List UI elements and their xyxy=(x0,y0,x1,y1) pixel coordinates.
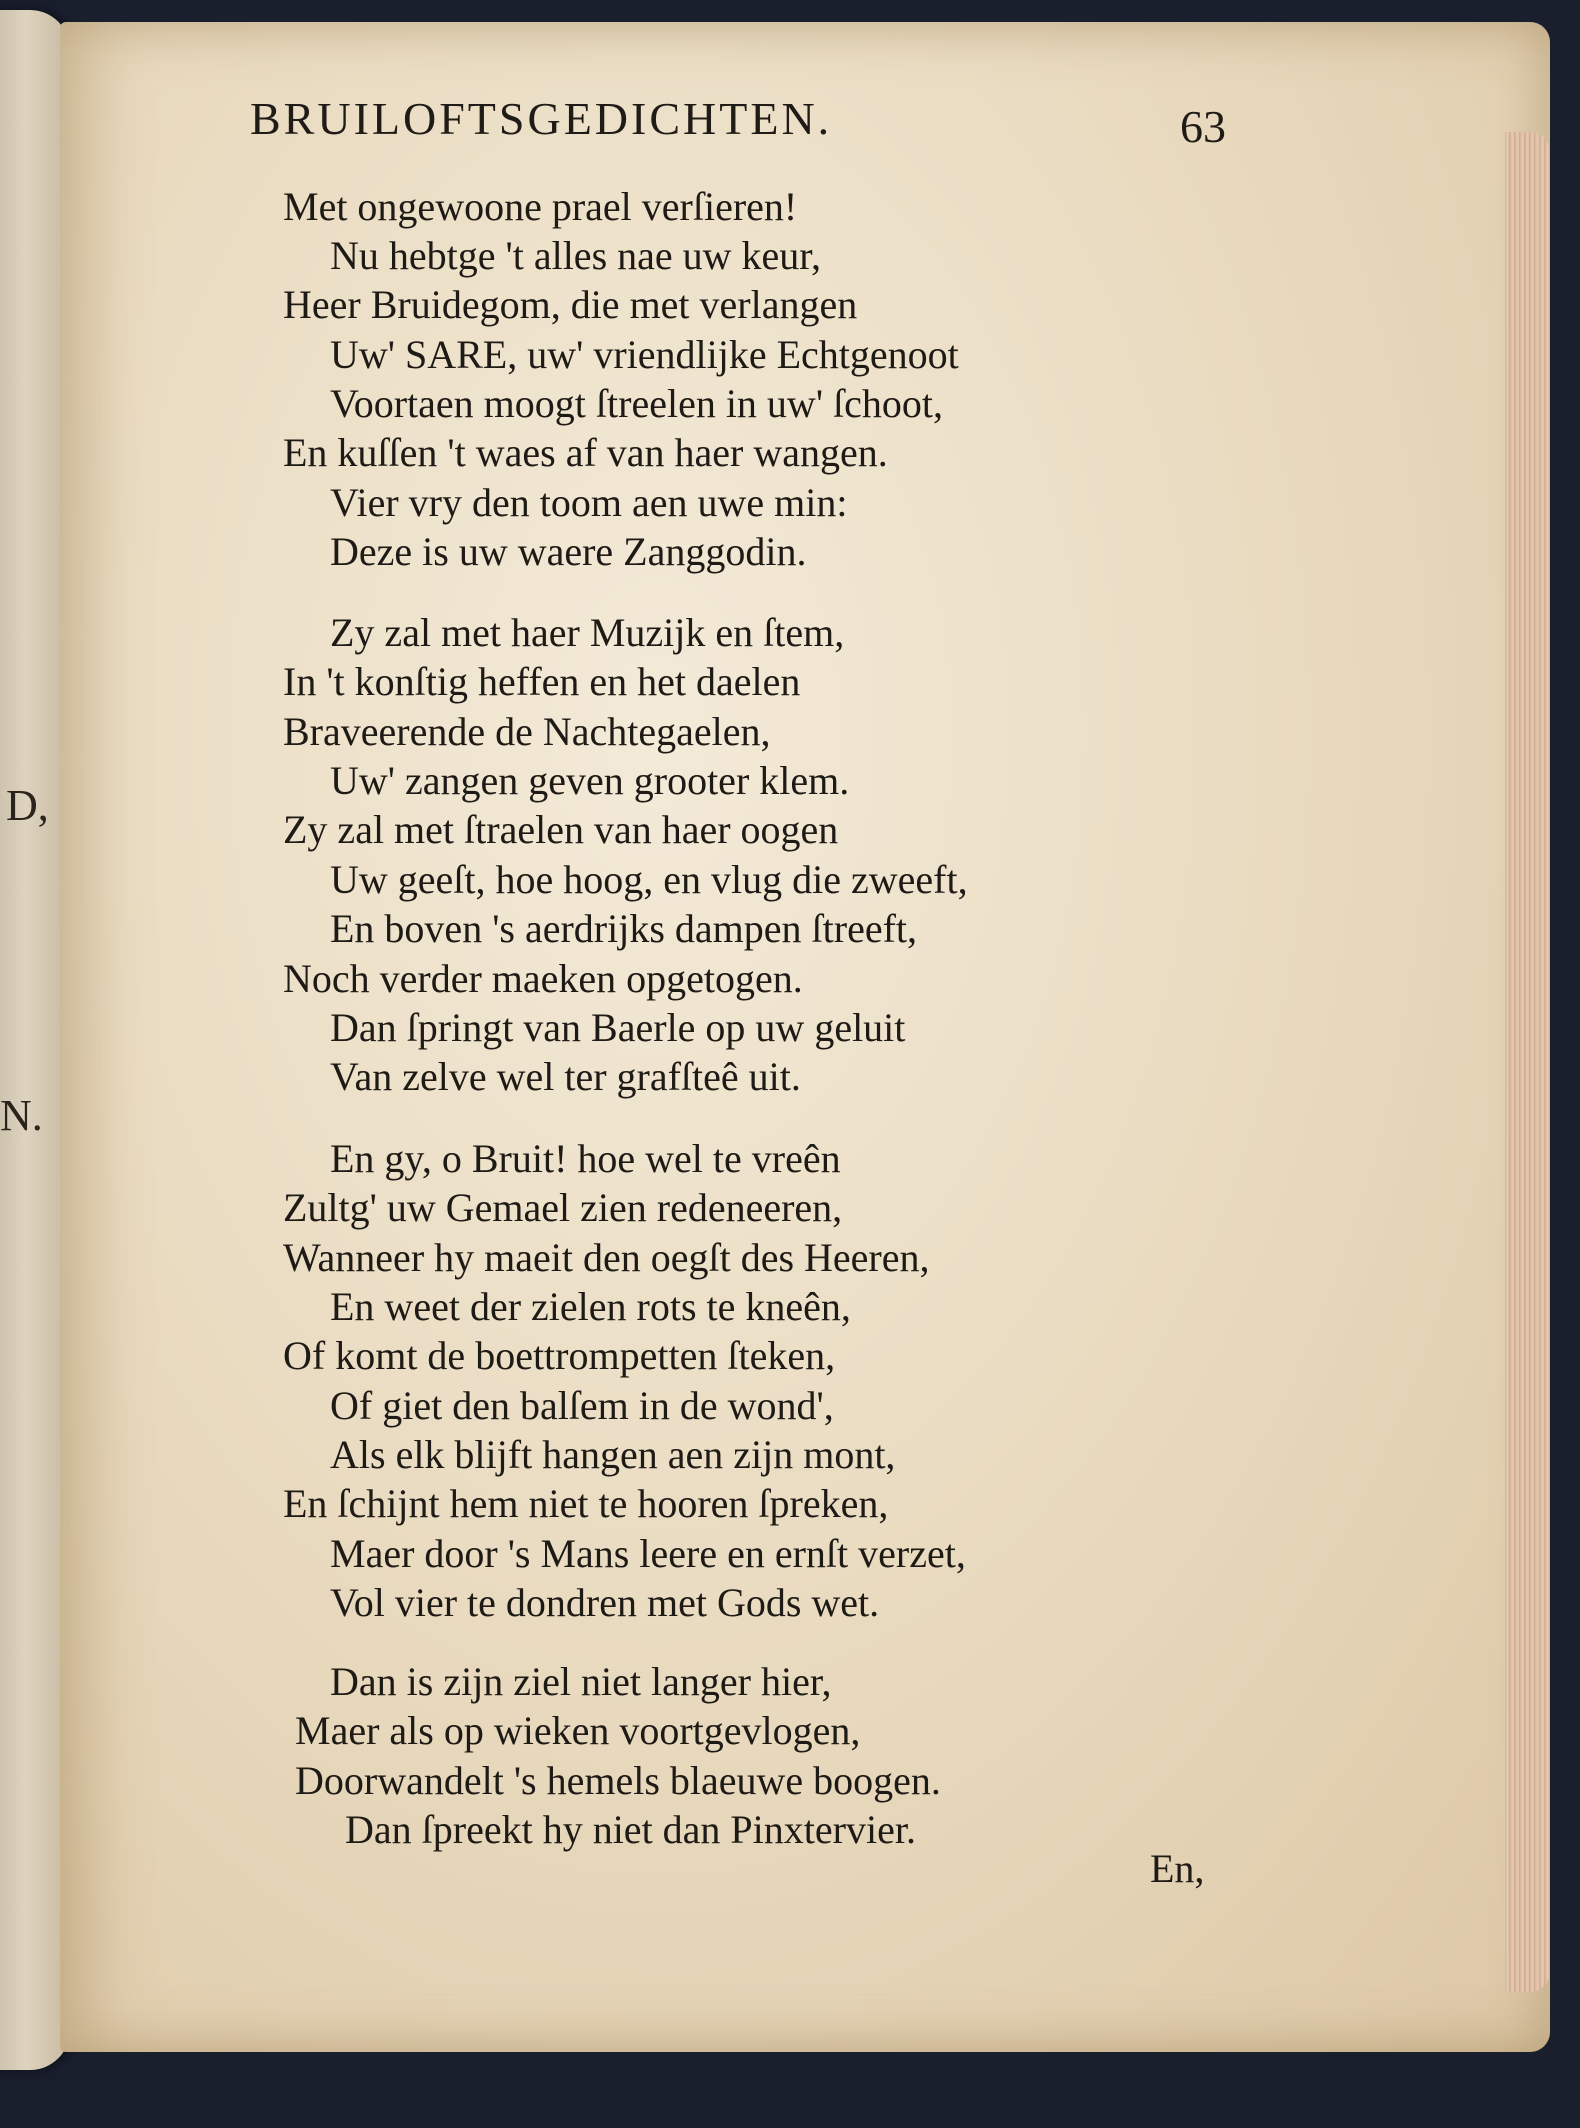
poem-line: Vol vier te dondren met Gods wet. xyxy=(330,1580,880,1625)
poem-line: Nu hebtge 't alles nae uw keur, xyxy=(330,233,821,278)
left-page-fragment: N. xyxy=(0,1091,43,1140)
poem-line: Zy zal met haer Muzijk en ſtem, xyxy=(330,610,845,655)
poem-line: Maer als op wieken voortgevlogen, xyxy=(295,1708,861,1753)
poem-line: Doorwandelt 's hemels blaeuwe boogen. xyxy=(295,1758,941,1803)
poem-line: Dan is zijn ziel niet langer hier, xyxy=(330,1659,832,1704)
poem-line: Uw' SARE, uw' vriendlijke Echtgenoot xyxy=(330,332,959,377)
poem-line: En boven 's aerdrijks dampen ſtreeft, xyxy=(330,906,918,951)
poem-line: En kuſſen 't waes af van haer wangen. xyxy=(283,430,888,475)
poem-line: Met ongewoone prael verſieren! xyxy=(283,184,798,229)
poem-line: Zy zal met ſtraelen van haer oogen xyxy=(283,807,839,852)
poem-line: Uw' zangen geven grooter klem. xyxy=(330,758,850,803)
catchword: En, xyxy=(1150,1846,1205,1891)
left-page-fragment: D, xyxy=(6,781,49,830)
poem-line: Maer door 's Mans leere en ernſt verzet, xyxy=(330,1531,966,1576)
poem-line: En gy, o Bruit! hoe wel te vreên xyxy=(330,1136,841,1181)
poem-line: Zultg' uw Gemael zien redeneeren, xyxy=(283,1185,843,1230)
poem-line: Vier vry den toom aen uwe min: xyxy=(330,480,848,525)
poem-line: Van zelve wel ter grafſteê uit. xyxy=(330,1054,801,1099)
page-edge xyxy=(1505,132,1550,1992)
poem-line: Dan ſpringt van Baerle op uw geluit xyxy=(330,1005,906,1050)
poem-line: Of giet den balſem in de wond', xyxy=(330,1383,834,1428)
poem-line: Of komt de boettrompetten ſteken, xyxy=(283,1333,836,1378)
poem-line: En ſchijnt hem niet te hooren ſpreken, xyxy=(283,1481,889,1526)
page-number: 63 xyxy=(1180,101,1226,152)
poem-line: In 't konſtig heffen en het daelen xyxy=(283,659,801,704)
poem-line: En weet der zielen rots te kneên, xyxy=(330,1284,851,1329)
poem-line: Noch verder maeken opgetogen. xyxy=(283,956,803,1001)
poem-line: Braveerende de Nachtegaelen, xyxy=(283,709,771,754)
poem-line: Wanneer hy maeit den oegſt des Heeren, xyxy=(283,1235,930,1280)
poem-line: Als elk blijft hangen aen zijn mont, xyxy=(330,1432,896,1477)
poem-line: Heer Bruidegom, die met verlangen xyxy=(283,282,858,327)
poem-line: Deze is uw waere Zanggodin. xyxy=(330,529,807,574)
poem-line: Uw geeſt, hoe hoog, en vlug die zweeft, xyxy=(330,857,968,902)
poem-line: Voortaen moogt ſtreelen in uw' ſchoot, xyxy=(330,381,944,426)
running-head: BRUILOFTSGEDICHTEN. xyxy=(250,93,833,144)
poem-line: Dan ſpreekt hy niet dan Pinxtervier. xyxy=(345,1807,916,1852)
